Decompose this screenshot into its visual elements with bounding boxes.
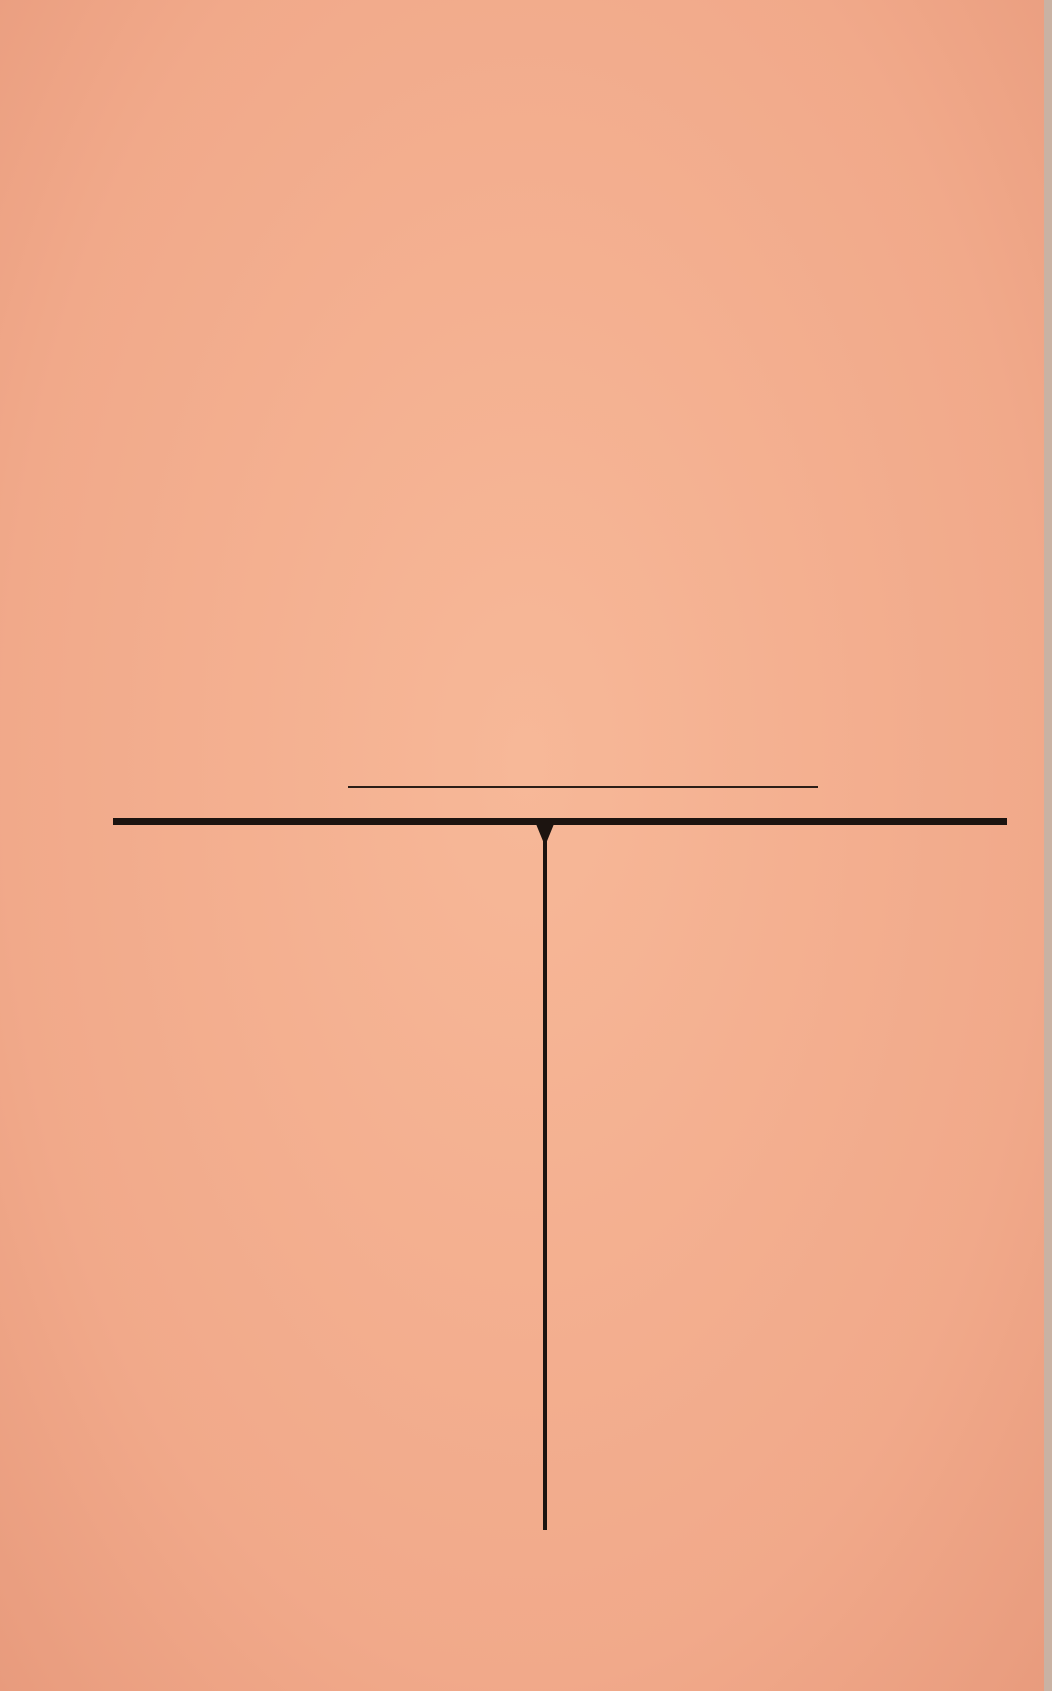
section-divider <box>113 818 1007 825</box>
divider-rule <box>348 786 818 788</box>
column-divider <box>543 824 547 1530</box>
